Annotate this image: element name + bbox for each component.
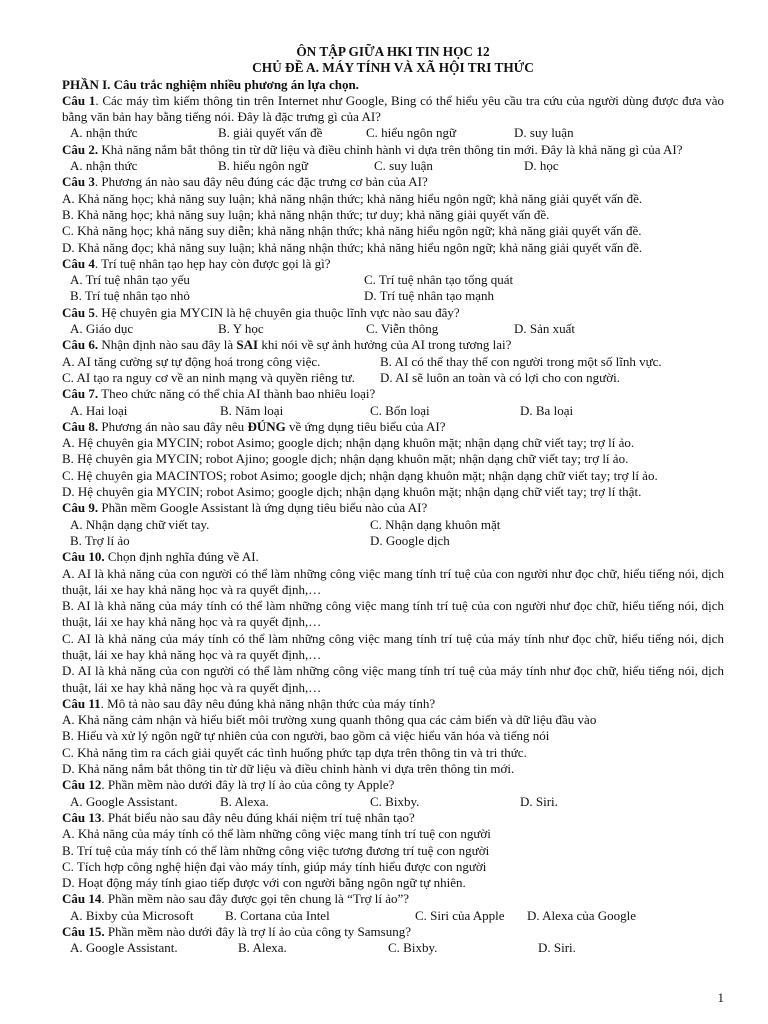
question-text-post: khi nói về sự ảnh hưởng của AI trong tương lai? — [258, 337, 512, 353]
option-a: A. Google Assistant. — [70, 793, 178, 809]
question-11 — [62, 696, 724, 712]
question-1 — [62, 93, 724, 126]
question-text-post: về ứng dụng tiêu biểu của AI? — [285, 418, 446, 434]
option-a: A. Bixby của Microsoft — [70, 907, 194, 923]
option-c: C. Khả năng tìm ra cách giải quyết các tình huống phức tạp dựa trên thông tin và tri thức. — [62, 744, 527, 760]
question-12 — [62, 777, 724, 793]
option-b: B. Cortana của Intel — [225, 907, 330, 923]
option-a: A. nhận thức — [70, 158, 138, 174]
option-b: B. Trợ lí ảo — [70, 532, 130, 548]
options-7 — [62, 403, 724, 419]
option-c: C. Tích hợp công nghệ hiện đại vào máy tính, giúp máy tính hiểu được con người — [62, 858, 487, 874]
option-b: B. Khả năng học; khả năng suy luận; khả năng nhận thức; tư duy; khả năng giải quyết vấn đề. — [62, 206, 550, 222]
option-d: D. Hệ chuyên gia MYCIN; robot Asimo; google dịch; nhận dạng khuôn mặt; nhận dạng chữ viết tay; trợ lí thật. — [62, 484, 642, 500]
option-a: A. Hệ chuyên gia MYCIN; robot Asimo; google dịch; nhận dạng khuôn mặt; nhận dạng chữ viết tay; trợ lí ảo. — [62, 435, 635, 451]
question-7 — [62, 386, 724, 402]
option-c: C. Bốn loại — [370, 402, 430, 418]
page-number: 1 — [717, 990, 724, 1005]
option-b: B. Alexa. — [220, 793, 269, 809]
option-c: C. AI tạo ra nguy cơ về an ninh mạng và quyền riêng tư. — [62, 369, 355, 385]
question-text: . Trí tuệ nhân tạo hẹp hay còn được gọi là gì? — [94, 255, 331, 271]
options-5 — [62, 321, 724, 337]
option-c: C. AI là khả năng của máy tính có thể làm những công việc mang tính trí tuệ của máy tính như đọc chữ, hiểu tiếng nói, dịch thuật, lái xe hay khả năng học và ra quyết định,… — [62, 630, 724, 662]
options-6 — [62, 354, 724, 387]
option-b: B. hiểu ngôn ngữ — [218, 158, 309, 174]
question-text: . Các máy tìm kiếm thông tin trên Internet như Google, Bing có thể hiểu yêu cầu tra cứu của người dùng được đưa vào bằng văn bản hay bằng tiếng nói. Đây là đặc trưng gì của AI? — [62, 92, 724, 125]
options-15 — [62, 940, 724, 956]
option-d: D. Alexa của Google — [527, 907, 637, 923]
option-b: B. AI có thể thay thế con người trong một số lĩnh vực. — [380, 353, 662, 369]
question-5 — [62, 305, 724, 321]
option-a: A. Giáo dục — [70, 321, 134, 337]
options-1 — [62, 125, 724, 141]
option-c: C. Hệ chuyên gia MACINTOS; robot Asimo; google dịch; nhận dạng khuôn mặt; nhận dạng chữ viết tay; trợ lí ảo. — [62, 467, 658, 483]
question-4 — [62, 256, 724, 272]
options-14 — [62, 908, 724, 924]
option-d: D. suy luận — [514, 125, 574, 141]
option-a: A. Hai loại — [70, 402, 128, 418]
option-d: D. Sản xuất — [514, 321, 576, 337]
question-text: . Phần mềm nào sau đây được gọi tên chung là “Trợ lí ảo”? — [101, 891, 410, 907]
question-text: Phần mềm nào dưới đây là trợ lí ảo của công ty Samsung? — [104, 924, 411, 940]
question-text: . Mô tả nào sau đây nêu đúng khả năng nhận thức của máy tính? — [100, 695, 436, 711]
option-d: D. học — [524, 158, 559, 174]
question-text-pre: Phương án nào sau đây nêu — [98, 418, 248, 434]
question-number: Câu 3 — [62, 174, 95, 190]
option-c: C. suy luận — [374, 158, 433, 174]
option-d: D. Ba loại — [520, 402, 574, 418]
option-a: A. Khả năng cảm nhận và hiểu biết môi trường xung quanh thông qua các cảm biến và dữ liệu đầu vào — [62, 712, 597, 728]
option-c: C. Bixby. — [388, 940, 438, 956]
question-text: Chọn định nghĩa đúng về AI. — [104, 549, 259, 565]
option-d: D. Khả năng đọc; khả năng suy luận; khả năng nhận thức; khả năng hiểu ngôn ngữ; khả năng giải quyết vấn đề. — [62, 239, 643, 255]
question-text: . Phần mềm nào dưới đây là trợ lí ảo của công ty Apple? — [101, 777, 395, 793]
option-b: B. Y học — [218, 321, 264, 337]
part-heading: PHẦN I. Câu trắc nghiệm nhiều phương án lựa chọn. — [62, 76, 359, 92]
option-c: C. Siri của Apple — [415, 907, 505, 923]
question-8 — [62, 419, 724, 435]
options-9 — [62, 517, 724, 550]
question-2 — [62, 142, 724, 158]
option-c: C. Nhận dạng khuôn mặt — [370, 516, 501, 532]
document-subtitle: CHỦ ĐỀ A. MÁY TÍNH VÀ XÃ HỘI TRI THỨC — [252, 60, 534, 76]
option-d: D. Khả năng nắm bắt thông tin từ dữ liệu và điều chỉnh hành vi dựa trên thông tin mới. — [62, 761, 515, 777]
question-number: Câu 9. — [62, 500, 99, 516]
question-text: . Phát biểu nào sau đây nêu đúng khái niệm trí tuệ nhân tạo? — [101, 809, 415, 825]
question-13 — [62, 810, 724, 826]
option-d: D. AI là khả năng của con người có thể làm những công việc mang tính trí tuệ của máy tính như đọc chữ, hiểu tiếng nói, dịch thuật, lái xe hay khả năng học và ra quyết định,… — [62, 663, 724, 695]
option-b: B. Hiểu và xử lý ngôn ngữ tự nhiên của con người, bao gồm cả việc hiểu văn hóa và tiếng nói — [62, 728, 550, 744]
question-number: Câu 1 — [62, 92, 96, 108]
option-c: C. hiểu ngôn ngữ — [366, 125, 457, 141]
question-number: Câu 13 — [62, 809, 102, 825]
options-12 — [62, 794, 724, 810]
question-6 — [62, 337, 724, 353]
question-number: Câu 5 — [62, 304, 95, 320]
question-text: Phần mềm Google Assistant là ứng dụng tiêu biểu nào của AI? — [98, 500, 428, 516]
question-number: Câu 6. — [62, 337, 99, 353]
question-text-pre: Nhận định nào sau đây là — [98, 337, 237, 353]
option-a: A. Trí tuệ nhân tạo yếu — [70, 272, 190, 288]
question-3 — [62, 174, 724, 190]
question-14 — [62, 891, 724, 907]
option-b: B. giải quyết vấn đề — [218, 125, 323, 141]
question-number: Câu 2. — [62, 141, 99, 157]
question-emphasis: ĐÚNG — [247, 418, 286, 434]
option-c: C. Khả năng học; khả năng suy diễn; khả năng nhận thức; khả năng hiểu ngôn ngữ; khả năng giải quyết vấn đề. — [62, 223, 642, 239]
option-b: B. AI là khả năng của máy tính có thể làm những công việc mang tính trí tuệ của con người như đọc chữ, hiểu tiếng nói, dịch thuật, lái xe hay khả năng học và ra quyết định,… — [62, 598, 724, 630]
option-a: A. AI là khả năng của con người có thể làm những công việc mang tính trí tuệ của con người như đọc chữ, hiểu tiếng nói, dịch thuật, lái xe hay khả năng học và ra quyết định,… — [62, 565, 724, 597]
question-text: . Hệ chuyên gia MYCIN là hệ chuyên gia thuộc lĩnh vực nào sau đây? — [94, 304, 460, 320]
question-number: Câu 14 — [62, 891, 102, 907]
option-a: A. Khả năng học; khả năng suy luận; khả năng nhận thức; khả năng hiểu ngôn ngữ; khả năng giải quyết vấn đề. — [62, 190, 643, 206]
question-text: Khả năng nắm bắt thông tin từ dữ liệu và điều chỉnh hành vi dựa trên thông tin mới. Đây là khả năng gì của AI? — [98, 141, 683, 157]
option-a: A. nhận thức — [70, 125, 138, 141]
option-c: C. Viễn thông — [366, 321, 439, 337]
option-b: B. Alexa. — [238, 940, 287, 956]
question-15 — [62, 924, 724, 940]
question-number: Câu 12 — [62, 777, 102, 793]
question-number: Câu 8. — [62, 418, 99, 434]
option-b: B. Hệ chuyên gia MYCIN; robot Ajino; google dịch; nhận dạng khuôn mặt; nhận dạng chữ viết tay; trợ lí ảo. — [62, 451, 629, 467]
question-number: Câu 10. — [62, 549, 105, 565]
question-number: Câu 4 — [62, 255, 95, 271]
option-b: B. Trí tuệ của máy tính có thể làm những công việc tương đương trí tuệ con người — [62, 842, 490, 858]
option-b: B. Năm loại — [220, 402, 284, 418]
question-9 — [62, 500, 724, 516]
document-page — [62, 44, 724, 957]
option-b: B. Trí tuệ nhân tạo nhỏ — [70, 288, 190, 304]
option-a: A. Khả năng của máy tính có thể làm những công việc mang tính trí tuệ con người — [62, 826, 491, 842]
document-title: ÔN TẬP GIỮA HKI TIN HỌC 12 — [296, 44, 490, 59]
question-10 — [62, 549, 724, 565]
options-4 — [62, 272, 724, 305]
question-emphasis: SAI — [236, 337, 259, 353]
option-d: D. AI sẽ luôn an toàn và có lợi cho con người. — [380, 369, 620, 385]
option-a: A. Nhận dạng chữ viết tay. — [70, 516, 210, 532]
option-d: D. Google dịch — [370, 532, 450, 548]
option-c: C. Trí tuệ nhân tạo tổng quát — [364, 272, 514, 288]
question-text: . Phương án nào sau đây nêu đúng các đặc trưng cơ bản của AI? — [94, 174, 428, 190]
option-c: C. Bixby. — [370, 793, 420, 809]
option-d: D. Hoạt động máy tính giao tiếp được với con người bằng ngôn ngữ tự nhiên. — [62, 875, 466, 891]
question-number: Câu 7. — [62, 386, 99, 402]
option-d: D. Siri. — [538, 940, 576, 956]
option-a: A. AI tăng cường sự tự động hoá trong công việc. — [62, 353, 321, 369]
option-d: D. Trí tuệ nhân tạo mạnh — [364, 288, 494, 304]
option-a: A. Google Assistant. — [70, 940, 178, 956]
question-number: Câu 11 — [62, 695, 101, 711]
question-number: Câu 15. — [62, 924, 105, 940]
options-2 — [62, 158, 724, 174]
question-text: Theo chức năng có thể chia AI thành bao nhiêu loại? — [98, 386, 376, 402]
option-d: D. Siri. — [520, 793, 558, 809]
